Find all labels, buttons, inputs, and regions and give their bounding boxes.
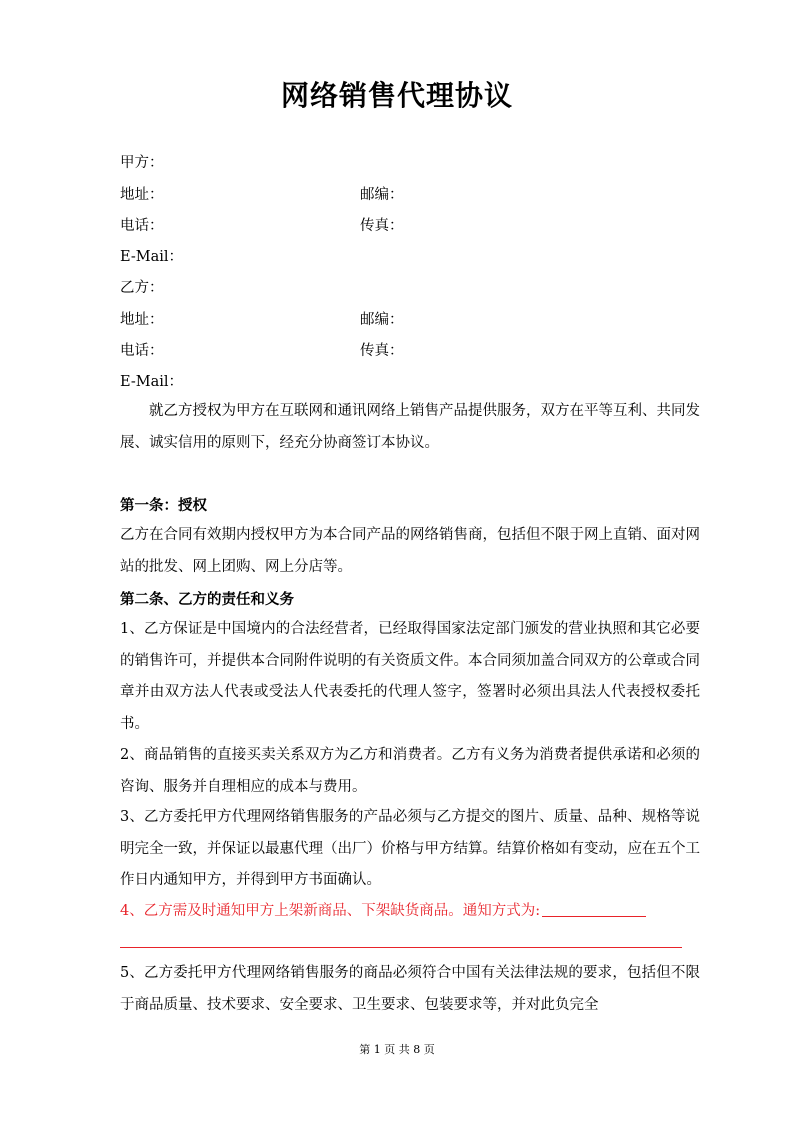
notification-method-blank[interactable]	[542, 902, 646, 917]
fill-in-underline	[120, 947, 682, 948]
article-2-item-1: 1、乙方保证是中国境内的合法经营者，已经取得国家法定部门颁发的营业执照和其它必要的销售许可，并提供本合同附件说明的有关资质文件。本合同须加盖合同双方的公章或合同章并由双方法人代表或受法人代表委托的代理人签字，签署时必须出具法人代表授权委托书。	[120, 621, 700, 732]
party-a-postcode-label: 邮编：	[360, 187, 404, 203]
page-title: 网络销售代理协议	[280, 79, 513, 112]
party-b-label: 乙方：	[120, 280, 164, 296]
party-a-email-label: E-Mail：	[120, 249, 184, 265]
article-1-heading: 第一条：授权	[120, 497, 207, 514]
page-footer: 第 1 页 共 8 页	[359, 1043, 435, 1056]
party-a-address-row	[120, 185, 164, 205]
party-b-phone-label: 电话：	[120, 343, 164, 359]
party-b-postcode-label: 邮编：	[360, 312, 404, 328]
article-2-item-2: 2、商品销售的直接买卖关系双方为乙方和消费者。乙方有义务为消费者提供承诺和必须的咨询、服务并自理相应的成本与费用。	[120, 747, 700, 795]
party-b-fax-label: 传真：	[360, 343, 404, 359]
party-a-label: 甲方：	[120, 155, 164, 171]
article-2-item-3: 3、乙方委托甲方代理网络销售服务的产品必须与乙方提交的图片、质量、品种、规格等说明完全一致，并保证以最惠代理（出厂）价格与甲方结算。结算价格如有变动，应在五个工作日内通知甲方，并得到甲方书面确认。	[120, 809, 700, 888]
article-2-item-4	[120, 896, 700, 928]
party-a-fax-label: 传真：	[360, 218, 404, 234]
intro-paragraph: 就乙方授权为甲方在互联网和通讯网络上销售产品提供服务，双方在平等互利、共同发展、诚实信用的原则下，经充分协商签订本协议。	[120, 403, 700, 451]
party-a-address-label: 地址：	[120, 187, 164, 203]
article-2-item-5: 5、乙方委托甲方代理网络销售服务的商品必须符合中国有关法律法规的要求，包括但不限于商品质量、技术要求、安全要求、卫生要求、包装要求等，并对此负完全	[120, 965, 700, 1013]
article-1-text: 乙方在合同有效期内授权甲方为本合同产品的网络销售商，包括但不限于网上直销、面对网站的批发、网上团购、网上分店等。	[120, 527, 700, 575]
party-b-address-label: 地址：	[120, 312, 164, 328]
party-a-phone-label: 电话：	[120, 218, 164, 234]
party-b-email-label: E-Mail：	[120, 374, 184, 390]
article-2-heading: 第二条、乙方的责任和义务	[120, 591, 294, 608]
article-2-item-4-text: 4、乙方需及时通知甲方上架新商品、下架缺货商品。通知方式为:	[120, 903, 541, 919]
